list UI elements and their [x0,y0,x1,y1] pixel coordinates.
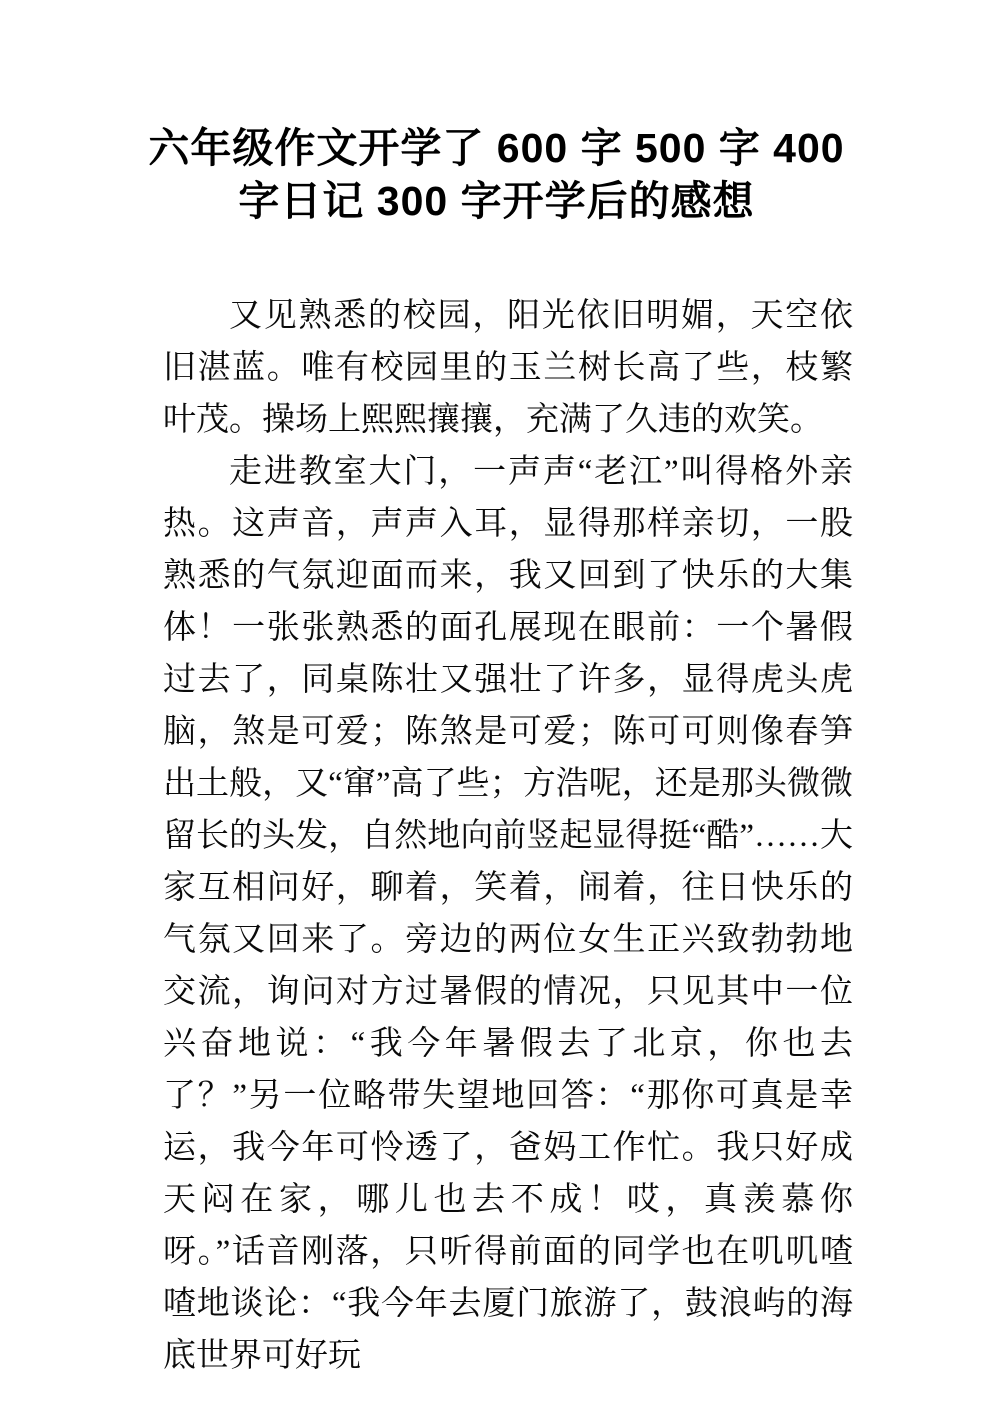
page-title [100,122,893,228]
essay-paragraph-1: 又见熟悉的校园，阳光依旧明媚，天空依旧湛蓝。唯有校园里的玉兰树长高了些，枝繁叶茂。操场上熙熙攘攘，充满了久违的欢笑。 [163,298,853,438]
essay-paragraph-2: 走进教室大门，一声声“老江”叫得格外亲热。这声音，声声入耳，显得那样亲切，一股熟悉的气氛迎面而来，我又回到了快乐的大集体！一张张熟悉的面孔展现在眼前：一个暑假过去了，同桌陈壮又强壮了许多，显得虎头虎脑，煞是可爱；陈煞是可爱；陈可可则像春笋出土般，又“窜”高了些；方浩呢，还是那头微微留长的头发，自然地向前竖起显得挺“酷”……大家互相问好，聊着，笑着，闹着，往日快乐的气氛又回来了。旁边的两位女生正兴致勃勃地交流，询问对方过暑假的情况，只见其中一位兴奋地说：“我今年暑假去了北京，你也去了？”另一位略带失望地回答：“那你可真是幸运，我今年可怜透了，爸妈工作忙。我只好成天闷在家，哪儿也去不成！哎，真羡慕你呀。”话音刚落，只听得前面的同学也在叽叽喳喳地谈论：“我今年去厦门旅游了，鼓浪屿的海底世界可好玩 [163,454,853,1374]
page-title-line-1: 六年级作文开学了 600 字 500 字 400 [148,125,845,171]
essay-body [0,290,853,1382]
page-title-line-2: 字日记 300 字开学后的感想 [238,178,755,224]
